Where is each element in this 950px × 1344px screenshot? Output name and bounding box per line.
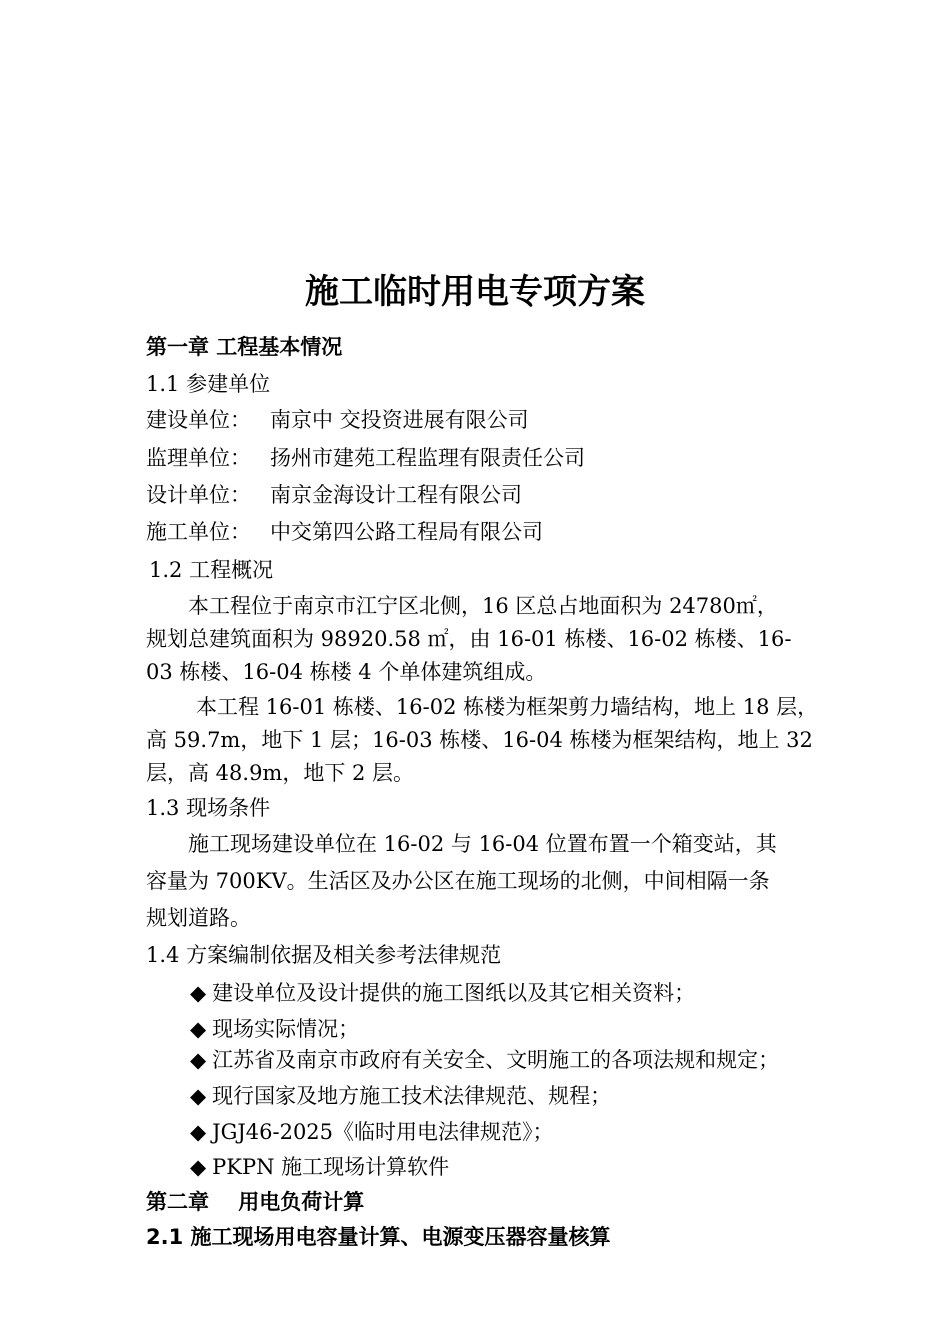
diamond-bullet-icon: ◆ [190, 1017, 207, 1041]
chapter-1-heading: 第一章 工程基本情况 [146, 335, 343, 359]
unit-label: 施工单位： [146, 520, 251, 544]
unit-value: 南京中 交投资进展有限公司 [270, 408, 529, 432]
paragraph-line: 层，高 48.9m，地下 2 层。 [146, 761, 415, 785]
list-item [190, 978, 695, 1008]
list-item [190, 1152, 449, 1182]
unit-value: 中交第四公路工程局有限公司 [270, 520, 543, 544]
unit-row [146, 517, 543, 547]
diamond-bullet-icon: ◆ [190, 1084, 207, 1108]
unit-row [146, 405, 529, 435]
paragraph-line: 施工现场建设单位在 16-02 与 16-04 位置布置一个箱变站，其 [188, 832, 777, 856]
diamond-bullet-icon: ◆ [190, 981, 207, 1005]
unit-value: 扬州市建苑工程监理有限责任公司 [270, 446, 585, 470]
list-item-text: 建设单位及设计提供的施工图纸以及其它相关资料； [212, 981, 696, 1005]
section-1-2-heading: 1.2 工程概况 [149, 558, 274, 582]
unit-label: 监理单位： [146, 446, 251, 470]
paragraph-line: 规划总建筑面积为 98920.58 ㎡，由 16-01 栋楼、16-02 栋楼、16- [146, 627, 792, 651]
unit-label: 设计单位： [146, 483, 251, 507]
diamond-bullet-icon: ◆ [190, 1120, 207, 1144]
chapter-2-heading: 第二章 用电负荷计算 [146, 1190, 365, 1214]
list-item-text: JGJ46-2025《临时用电法律规范》； [212, 1120, 554, 1144]
section-1-1-heading: 1.1 参建单位 [146, 372, 271, 396]
diamond-bullet-icon: ◆ [190, 1155, 207, 1179]
unit-value: 南京金海设计工程有限公司 [270, 483, 522, 507]
list-item [190, 1045, 779, 1075]
paragraph-line: 规划道路。 [146, 906, 251, 930]
unit-row [146, 443, 585, 473]
unit-row [146, 480, 522, 510]
paragraph-line: 本工程 16-01 栋楼、16-02 栋楼为框架剪力墙结构，地上 18 层， [196, 695, 819, 719]
paragraph-line: 本工程位于南京市江宁区北侧，16 区总占地面积为 24780㎡， [188, 594, 778, 618]
paragraph-line: 03 栋楼、16-04 栋楼 4 个单体建筑组成。 [146, 660, 547, 684]
list-item-text: 江苏省及南京市政府有关安全、文明施工的各项法规和规定； [212, 1048, 780, 1072]
unit-label: 建设单位： [146, 408, 251, 432]
diamond-bullet-icon: ◆ [190, 1048, 207, 1072]
list-item [190, 1117, 554, 1147]
list-item-text: PKPN 施工现场计算软件 [212, 1155, 450, 1179]
list-item [190, 1081, 611, 1111]
list-item-text: 现行国家及地方施工技术法律规范、规程； [212, 1084, 612, 1108]
list-item-text: 现场实际情况； [212, 1017, 360, 1041]
section-1-4-heading: 1.4 方案编制依据及相关参考法律规范 [146, 943, 502, 967]
section-1-3-heading: 1.3 现场条件 [146, 796, 271, 820]
document-title: 施工临时用电专项方案 [305, 272, 645, 312]
section-2-1-heading: 2.1 施工现场用电容量计算、电源变压器容量核算 [146, 1225, 611, 1249]
paragraph-line: 高 59.7m，地下 1 层；16-03 栋楼、16-04 栋楼为框架结构，地上 32 [146, 728, 813, 752]
list-item [190, 1014, 359, 1044]
paragraph-line: 容量为 700KV。生活区及办公区在施工现场的北侧，中间相隔一条 [146, 869, 770, 893]
